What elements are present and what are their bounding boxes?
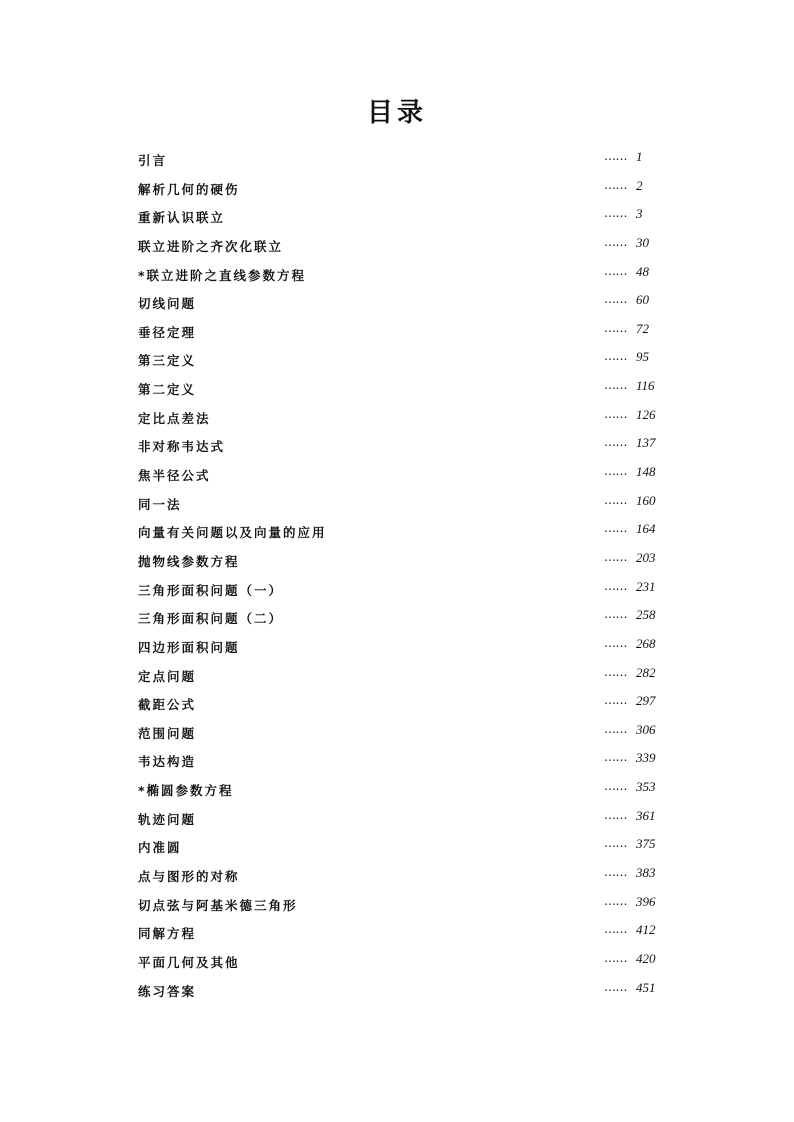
toc-entry[interactable] xyxy=(0,146,794,175)
toc-page-number: 375 xyxy=(636,836,656,852)
toc-page-number: 2 xyxy=(636,177,643,193)
toc-leader-dots: …… xyxy=(604,435,627,450)
toc-entry[interactable] xyxy=(0,375,794,404)
toc-leader-dots: …… xyxy=(604,578,627,593)
toc-leader-dots: …… xyxy=(604,807,627,822)
toc-leader-dots: …… xyxy=(604,607,627,622)
toc-entry[interactable] xyxy=(0,404,794,433)
toc-entry[interactable] xyxy=(0,719,794,748)
toc-leader-dots: …… xyxy=(604,664,627,679)
toc-entry-label: 轨迹问题 xyxy=(138,811,197,827)
toc-leader-dots: …… xyxy=(604,177,627,192)
toc-page-number: 95 xyxy=(636,349,649,365)
toc-page-number: 339 xyxy=(636,750,656,766)
toc-entry-label: 联立进阶之齐次化联立 xyxy=(138,238,284,254)
toc-entry-label: 点与图形的对称 xyxy=(138,869,240,885)
toc-leader-dots: …… xyxy=(604,378,627,393)
toc-entry-label: 内准圆 xyxy=(138,840,182,856)
toc-entry-label: 抛物线参数方程 xyxy=(138,553,240,569)
toc-entry[interactable] xyxy=(0,604,794,633)
toc-leader-dots: …… xyxy=(604,492,627,507)
toc-entry-label: 第三定义 xyxy=(138,353,197,369)
toc-entry[interactable] xyxy=(0,318,794,347)
toc-entry-label: *椭圆参数方程 xyxy=(138,783,234,799)
toc-entry-label: 同一法 xyxy=(138,496,182,512)
toc-page-number: 361 xyxy=(636,807,656,823)
toc-entry[interactable] xyxy=(0,747,794,776)
toc-page-number: 30 xyxy=(636,234,649,250)
toc-leader-dots: …… xyxy=(604,865,627,880)
toc-entry-label: 引言 xyxy=(138,153,168,168)
toc-entry-label: 范围问题 xyxy=(138,725,197,741)
toc-entry-label: 焦半径公式 xyxy=(138,468,211,484)
toc-leader-dots: …… xyxy=(604,779,627,794)
toc-page-number: 203 xyxy=(636,549,656,565)
toc-page-number: 412 xyxy=(636,922,656,938)
toc-entry[interactable] xyxy=(0,662,794,691)
toc-page-number: 451 xyxy=(636,979,656,995)
toc-leader-dots: …… xyxy=(604,292,627,307)
toc-leader-dots: …… xyxy=(604,149,627,163)
toc-entry[interactable] xyxy=(0,948,794,977)
page-title: 目录 xyxy=(366,98,427,128)
toc-entry[interactable] xyxy=(0,518,794,547)
toc-leader-dots: …… xyxy=(604,979,627,994)
toc-entry[interactable] xyxy=(0,576,794,605)
toc-leader-dots: …… xyxy=(604,320,627,335)
toc-entry-label: 第二定义 xyxy=(138,382,197,398)
toc-page-number: 353 xyxy=(636,779,656,795)
toc-entry[interactable] xyxy=(0,346,794,375)
toc-page-number: 297 xyxy=(636,693,656,709)
toc-page-number: 306 xyxy=(636,721,656,737)
toc-page-number: 396 xyxy=(636,893,656,909)
toc-page-number: 137 xyxy=(636,435,656,451)
toc-entry[interactable] xyxy=(0,461,794,490)
toc-entry[interactable] xyxy=(0,919,794,948)
toc-entry-label: *联立进阶之直线参数方程 xyxy=(138,267,307,283)
toc-page-number: 116 xyxy=(636,378,655,394)
toc-page-number: 383 xyxy=(636,865,656,881)
toc-entry-label: 定点问题 xyxy=(138,668,197,684)
toc-entry[interactable] xyxy=(0,690,794,719)
toc-page-number: 48 xyxy=(636,263,649,279)
toc-entry[interactable] xyxy=(0,862,794,891)
toc-page-number: 164 xyxy=(636,521,656,537)
toc-entry[interactable] xyxy=(0,261,794,290)
toc-leader-dots: …… xyxy=(604,950,627,965)
toc-leader-dots: …… xyxy=(604,893,627,908)
toc-page-number: 72 xyxy=(636,320,649,336)
toc-entry-label: 三角形面积问题（二） xyxy=(138,611,284,627)
toc-leader-dots: …… xyxy=(604,464,627,479)
toc-leader-dots: …… xyxy=(604,693,627,708)
toc-entry[interactable] xyxy=(0,776,794,805)
toc-entry-label: 重新认识联立 xyxy=(138,210,226,226)
toc-entry-label: 同解方程 xyxy=(138,926,197,942)
toc-entry-label: 向量有关问题以及向量的应用 xyxy=(138,525,327,541)
toc-page-number: 1 xyxy=(636,149,643,164)
toc-entry[interactable] xyxy=(0,633,794,662)
toc-leader-dots: …… xyxy=(604,750,627,765)
toc-entry[interactable] xyxy=(0,175,794,204)
toc-entry[interactable] xyxy=(0,891,794,920)
toc-entry-label: 练习答案 xyxy=(138,983,197,999)
toc-page-number: 148 xyxy=(636,464,656,480)
toc-entry[interactable] xyxy=(0,432,794,461)
toc-entry-label: 韦达构造 xyxy=(138,754,197,770)
toc-leader-dots: …… xyxy=(604,349,627,364)
toc-entry-label: 切线问题 xyxy=(138,296,197,312)
toc-entry[interactable] xyxy=(0,203,794,232)
toc-page-number: 231 xyxy=(636,578,656,594)
toc-leader-dots: …… xyxy=(604,406,627,421)
toc-page-number: 60 xyxy=(636,292,649,308)
toc-entry-label: 切点弦与阿基米德三角形 xyxy=(138,897,298,913)
toc-entry-label: 三角形面积问题（一） xyxy=(138,582,284,598)
toc-entry-label: 非对称韦达式 xyxy=(138,439,226,455)
toc-entry-label: 平面几何及其他 xyxy=(138,954,240,970)
toc-entry-label: 垂径定理 xyxy=(138,324,197,340)
toc-page-number: 282 xyxy=(636,664,656,680)
toc-leader-dots: …… xyxy=(604,836,627,851)
toc-entry-label: 定比点差法 xyxy=(138,410,211,426)
toc-leader-dots: …… xyxy=(604,206,627,221)
toc-entry[interactable] xyxy=(0,833,794,862)
toc-entry-label: 四边形面积问题 xyxy=(138,639,240,655)
toc-leader-dots: …… xyxy=(604,549,627,564)
toc-entry[interactable] xyxy=(0,805,794,834)
toc-page-number: 258 xyxy=(636,607,656,623)
toc-entry[interactable] xyxy=(0,977,794,1006)
toc-page-number: 126 xyxy=(636,406,656,422)
toc-leader-dots: …… xyxy=(604,922,627,937)
toc-entry[interactable] xyxy=(0,232,794,261)
toc-entry[interactable] xyxy=(0,547,794,576)
toc-entry-label: 截距公式 xyxy=(138,697,197,713)
toc-entry-label: 解析几何的硬伤 xyxy=(138,181,240,197)
toc-page-number: 420 xyxy=(636,950,656,966)
toc-page-number: 268 xyxy=(636,635,656,651)
toc-leader-dots: …… xyxy=(604,721,627,736)
toc-leader-dots: …… xyxy=(604,234,627,249)
toc-page-number: 3 xyxy=(636,206,643,222)
toc-page-number: 160 xyxy=(636,492,656,508)
toc-leader-dots: …… xyxy=(604,263,627,278)
toc-entry[interactable] xyxy=(0,490,794,519)
toc-leader-dots: …… xyxy=(604,521,627,536)
toc-entry[interactable] xyxy=(0,289,794,318)
table-of-contents xyxy=(0,146,794,1005)
toc-leader-dots: …… xyxy=(604,635,627,650)
